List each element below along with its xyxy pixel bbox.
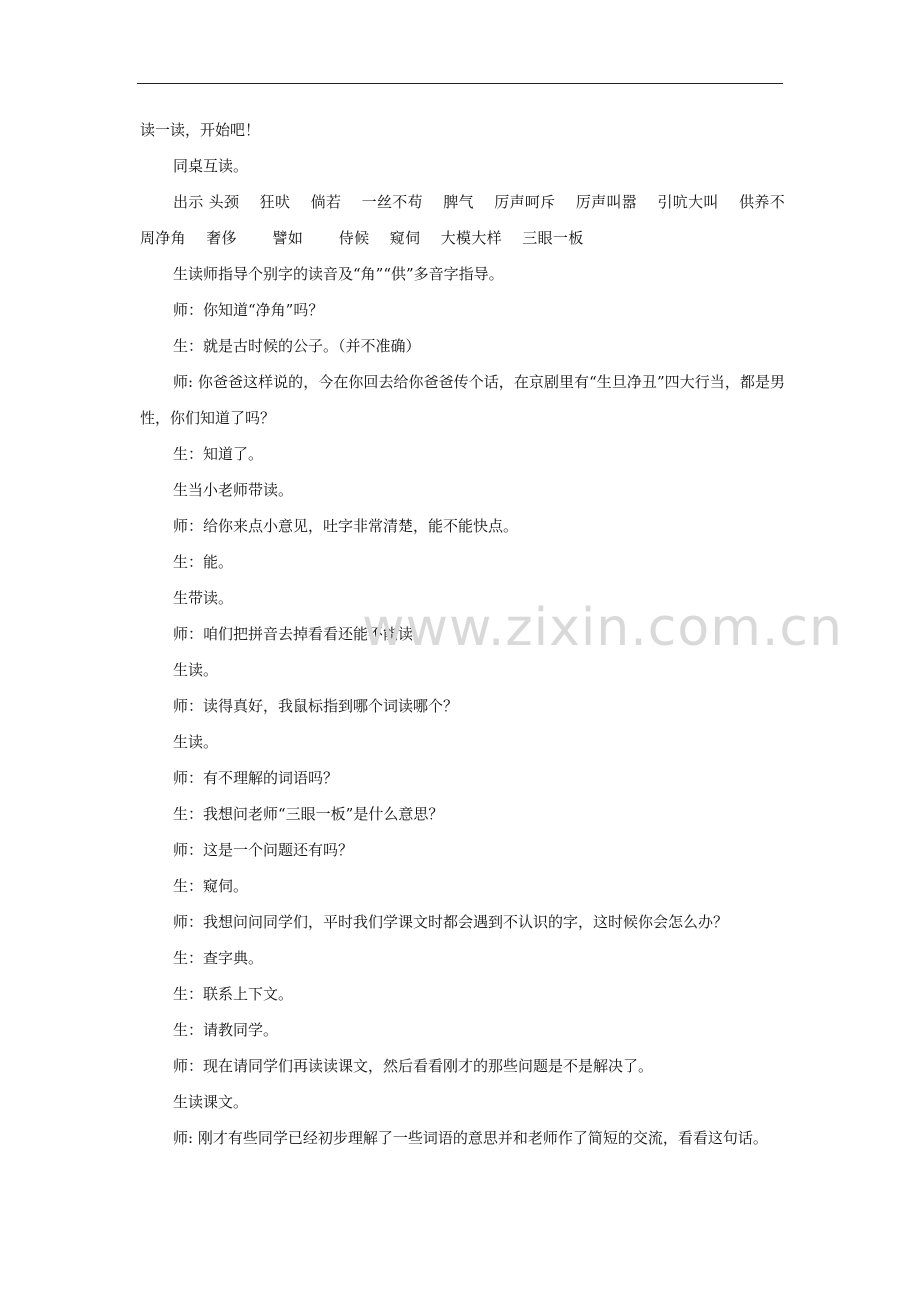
paragraph: 师：有不理解的词语吗？ — [173, 769, 339, 787]
header-rule — [137, 83, 783, 84]
paragraph: 生带读。 — [173, 589, 234, 607]
paragraph: 生：知道了。 — [173, 445, 264, 463]
paragraph: 生读。 — [173, 733, 219, 751]
paragraph: 生当小老师带读。 — [173, 481, 294, 499]
paragraph: 同桌互读。 — [173, 157, 249, 175]
paragraph: 师：现在请同学们再读读课文，然后看看刚才的那些问题是不是解决了。 — [173, 1057, 654, 1075]
paragraph: 生：查字典。 — [173, 949, 264, 967]
paragraph: 师：你知道“净角”吗？ — [173, 301, 324, 319]
paragraph: 生读课文。 — [173, 1093, 249, 1111]
paragraph: 生：联系上下文。 — [173, 985, 294, 1003]
paragraph: 生：我想问老师“三眼一板”是什么意思？ — [173, 805, 444, 823]
paragraph: 生：就是古时候的公子。（并不准确） — [173, 337, 421, 355]
paragraph: 生：能。 — [173, 553, 234, 571]
watermark: www.zixin.com.cn — [362, 598, 843, 658]
paragraph: 生读。 — [173, 661, 219, 679]
paragraph: 师：这是一个问题还有吗？ — [173, 841, 354, 859]
paragraph: 生：窥伺。 — [173, 877, 249, 895]
paragraph: 师: 刚才有些同学已经初步理解了一些词语的意思并和老师作了简短的交流，看看这句话。 — [173, 1129, 768, 1147]
paragraph: 读一读，开始吧！ — [140, 121, 261, 139]
word-list-paragraph: 出示 头颈 狂吠 倘若 一丝不苟 脾气 厉声呵斥 厉声叫嚣 引吭大叫 供养不周净角 奢侈 譬如 侍候 窥伺 大模大样 三眼一板 — [140, 193, 785, 247]
document-body — [140, 112, 785, 1156]
paragraph: 师：给你来点小意见，吐字非常清楚，能不能快点。 — [173, 517, 519, 535]
paragraph: 师: 你爸爸这样说的，今在你回去给你爸爸传个话，在京剧里有“生旦净丑”四大行当，都是男性，你们知道了吗？ — [140, 373, 785, 427]
paragraph: 生读师指导个别字的读音及“角”“供”多音字指导。 — [173, 265, 504, 283]
paragraph: 师：读得真好，我鼠标指到哪个词读哪个？ — [173, 697, 459, 715]
paragraph: 师：我想问问同学们，平时我们学课文时都会遇到不认识的字，这时候你会怎么办？ — [173, 913, 729, 931]
paragraph: 生：请教同学。 — [173, 1021, 279, 1039]
paragraph: 师：咱们把拼音去掉看看还能不能读。 — [173, 625, 429, 643]
